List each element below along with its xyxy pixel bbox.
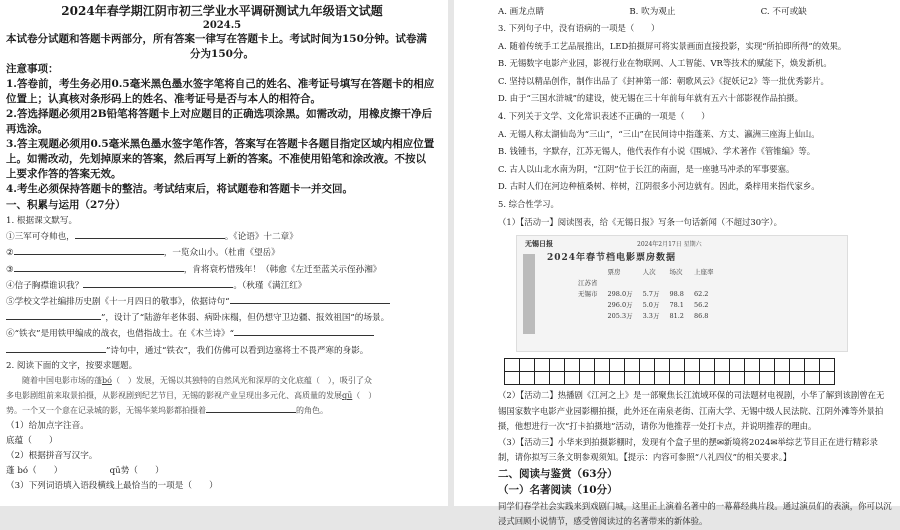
grid-cell[interactable] — [729, 358, 745, 372]
option-b[interactable]: B. 吹为观止 — [629, 7, 676, 17]
figure-edge — [523, 254, 535, 334]
options-row — [498, 4, 892, 20]
notice-line: 3.答主观题必须用0.5毫米黑色墨水签字笔作答，答案写在答题卡各题目指定区域内相应位置 — [6, 138, 435, 150]
question-5-2: （2）【活动二】热播剧《江河之上》是一部聚焦长江流域环保的司法题材电视剧，小华了解到该剧曾在无锡国家数字电影产业园影棚拍摄，此外还在南泉老街、江南大学、无锡中级人民法院、江阴外滩等外景拍摄，他想进行一次“打卡拍摄地”活动，请你为他推荐一处打卡点，并说明推荐的理由。 — [498, 390, 885, 432]
option-c[interactable]: C. 不可或缺 — [760, 7, 807, 17]
notice-line: 上要求作答的答案无效。 — [6, 168, 122, 180]
newspaper-figure — [516, 235, 848, 352]
table-row: 296.0万 5.0万 78.1 56.2 — [607, 300, 709, 310]
answer-blank[interactable] — [230, 294, 390, 304]
question-5: 5. 综合性学习。 — [498, 198, 559, 209]
question-5-3: （3）【活动三】小华来到拍摄影棚时，发现有个盒子里的摆✉新境将2024✉举综艺节目正在进行精彩录制，请你拟写三条文明参观须知。【提示：内容可参照“八礼四仪”的相关要求。】 — [498, 436, 878, 463]
exam-title: 2024年春学期江阴市初三学业水平调研测试九年级语文试题 — [61, 4, 383, 18]
q3-option-c[interactable]: C. 坚持以精品创作，制作出品了《封神第一部：朝歌风云》《捉妖记2》等一批优秀影片。 — [498, 75, 829, 86]
q3-option-d[interactable]: D. 由于“三国水浒城”的建设，使无锡在三十年前每年就有五六十部影视作品拍摄。 — [498, 93, 804, 104]
option-a[interactable]: A. 画龙点睛 — [498, 7, 545, 17]
grid-cell[interactable] — [639, 371, 655, 385]
right-page — [454, 0, 900, 527]
section-2-heading: 二、阅读与鉴赏（63分） — [498, 467, 618, 480]
grid-cell[interactable] — [699, 371, 715, 385]
question-2-3: （3）下列词语填入语段横线上最恰当的一项是（ ） — [6, 481, 218, 492]
passage-line-1: 随着中国电影市场的蓬bó（ ）发展，无锡以其独特的自然风光和深厚的文化底蕴（ ），吸引了众 — [6, 376, 372, 386]
question-4: 4. 下列关于文学、文化常识表述不正确的一项是（ ） — [498, 110, 710, 121]
poem-blank-4: ④信子胸襟谁识我？ 。（秋瑾《满江红》 — [6, 278, 438, 294]
grid-cell[interactable] — [519, 371, 535, 385]
figure-table: 票房 人次 场次 上座率 江苏省 无锡市 298.0万 5.7万 98.8 62.2 296.0万 5.0万 78.1 56.2 205.3万 3.3万 81.2 86.8 — [573, 266, 718, 321]
grid-cell[interactable] — [714, 358, 730, 372]
poem-blank-5a: ⑤学校文学社编排历史剧《十一月四日的敬事》，依据诗句“ — [6, 294, 438, 310]
grid-cell[interactable] — [654, 371, 670, 385]
question-2: 2. 阅读下面的文字，按要求题题。 — [6, 360, 138, 371]
grid-cell[interactable] — [714, 371, 730, 385]
passage-line-2: 多电影剧组前来取景拍摄，从影视剧到纪艺节目，无锡的影视产业呈现出多元化、高质量的发展qū（ ） — [6, 390, 377, 400]
grid-cell[interactable] — [789, 371, 805, 385]
question-2-1-word: 底蕴（ ） — [6, 435, 58, 446]
poem-blank-1: ①三军可夺帅也， 。《论语》十二章》 — [6, 229, 438, 245]
writing-grid[interactable] — [504, 358, 834, 384]
notice-line: 位置上；认真核对条形码上的姓名、准考证号是否与本人的相符合。 — [6, 93, 321, 105]
section-2-subheading: （一）名著阅读（10分） — [498, 483, 618, 496]
poem-blank-3: ③ ，肯将衰朽惜残年！（韩愈《左迁至蓝关示侄孙湘》 — [6, 262, 438, 278]
answer-blank[interactable] — [83, 278, 233, 288]
q4-option-a[interactable]: A. 无锡人称太湖仙岛为“三山”，“三山”在民间诗中指蓬莱、方丈、瀛洲三座海上仙山。 — [498, 128, 820, 139]
notice-line: 再选涂。 — [6, 123, 48, 135]
passage-line-3: 势。一个又一个意在记录城的影，无锡华莱坞影都拍摄着 的角色。 — [6, 403, 438, 419]
grid-cell[interactable] — [819, 371, 835, 385]
table-row: 江苏省 — [578, 279, 598, 288]
grid-cell[interactable] — [639, 358, 655, 372]
answer-blank[interactable] — [206, 403, 296, 413]
grid-cell[interactable] — [519, 358, 535, 372]
grid-cell[interactable] — [774, 371, 790, 385]
question-2-2-words: 蓬 bó（ ） qū势（ ） — [6, 466, 164, 477]
grid-cell[interactable] — [804, 358, 820, 372]
question-1: 1. 根据课文默写。 — [6, 216, 78, 226]
grid-cell[interactable] — [684, 371, 700, 385]
grid-cell[interactable] — [534, 371, 550, 385]
grid-cell[interactable] — [594, 358, 610, 372]
section-1-heading: 一、积累与运用（27分） — [6, 199, 126, 211]
grid-cell[interactable] — [654, 358, 670, 372]
grid-cell[interactable] — [684, 358, 700, 372]
q3-option-b[interactable]: B. 无锡数字电影产业园，影视行业在物联网、人工智能、VR等技术的赋能下，焕发新机。 — [498, 58, 832, 69]
intro-line-1: 本试卷分试题和答题卡两部分，所有答案一律写在答题卡上。考试时间为150分钟。试卷满 — [6, 33, 427, 45]
reading-intro: 同学们春学社会实践来到戏剧门城，这里正上演着名著中的一幕幕经典片段。通过演员们的表演，你可以沉浸式回顾小说情节，感受曾阅读过的名著带来的新体验。 — [498, 500, 892, 527]
grid-cell[interactable] — [804, 371, 820, 385]
grid-cell[interactable] — [744, 358, 760, 372]
figure-header-date: 2024年2月17日 星期六 — [637, 241, 702, 249]
notice-line: 1.答卷前，考生务必用0.5毫米黑色墨水签字笔将自己的姓名、准考证号填写在答题卡的相应 — [6, 78, 435, 90]
answer-blank[interactable] — [14, 245, 164, 255]
grid-cell[interactable] — [744, 371, 760, 385]
grid-cell[interactable] — [564, 371, 580, 385]
intro-line-2: 分为150分。 — [190, 48, 254, 60]
grid-cell[interactable] — [819, 358, 835, 372]
grid-cell[interactable] — [759, 358, 775, 372]
grid-cell[interactable] — [549, 358, 565, 372]
poem-blank-5b: ”，设计了“陆游年老体弱、病卧床榻，但仍想守卫边疆、报效祖国”的场景。 — [6, 310, 438, 326]
table-row: 205.3万 3.3万 81.2 86.8 — [607, 311, 709, 321]
q4-option-d[interactable]: D. 古时人们在河边种植桑树、梓树，江阴很多小河边就有。因此，桑梓用来指代家乡。 — [498, 181, 820, 192]
grid-cell[interactable] — [789, 358, 805, 372]
poem-blank-6b: ”诗句中，通过“铁衣”，我们仿佛可以看到边塞将士不畏严寒的身影。 — [6, 343, 438, 359]
q4-option-c[interactable]: C. 古人以山北水南为阴，“江阴”位于长江的南面，是一座驰马冲杀的军事要塞。 — [498, 163, 795, 174]
grid-cell[interactable] — [609, 358, 625, 372]
answer-blank[interactable] — [14, 262, 184, 272]
grid-cell[interactable] — [774, 358, 790, 372]
grid-cell[interactable] — [759, 371, 775, 385]
q3-option-a[interactable]: A. 随着传统手工艺品展推出，LED拍摄屏可将实景画面直接投影，实现“所拍即所得”的效果。 — [498, 40, 847, 51]
grid-cell[interactable] — [669, 358, 685, 372]
notice-title: 注意事项： — [6, 63, 59, 75]
grid-cell[interactable] — [669, 371, 685, 385]
grid-cell[interactable] — [549, 371, 565, 385]
grid-cell[interactable] — [504, 371, 520, 385]
question-5-1: （1）【活动一】阅读图表，给《无锡日报》写条一句话新闻（不超过30字）。 — [498, 216, 782, 227]
answer-blank[interactable] — [6, 310, 101, 320]
grid-cell[interactable] — [504, 358, 520, 372]
poem-blank-2: ② ，一览众山小。（杜甫《望岳》 — [6, 245, 438, 261]
notice-line: 上。如需改动，先划掉原来的答案，然后再写上新的答案。不准使用铅笔和涂改液。不按以 — [6, 153, 426, 165]
grid-cell[interactable] — [579, 371, 595, 385]
grid-cell[interactable] — [609, 371, 625, 385]
q4-option-b[interactable]: B. 钱锺书，字默存，江苏无锡人，他代表作有小说《围城》、学术著作《管锥编》等。 — [498, 146, 816, 157]
notice-line: 2.答选择题必须用2B铅笔将答题卡上对应题目的正确选项涂黑。如需改动，用橡皮擦干净后 — [6, 108, 433, 120]
answer-blank[interactable] — [75, 229, 225, 239]
left-page — [0, 0, 448, 506]
figure-banner: 2024年春节档电影票房数据 — [547, 253, 677, 264]
question-3: 3. 下列句子中，没有语病的一项是（ ） — [498, 23, 660, 33]
poem-blank-6a: ⑥“铁衣”是用铁甲编成的战衣，也借指战士。在《木兰诗》“ — [6, 326, 438, 342]
grid-cell[interactable] — [729, 371, 745, 385]
grid-cell[interactable] — [699, 358, 715, 372]
question-2-1: （1）给加点字注音。 — [6, 420, 89, 431]
question-2-2: （2）根据拼音写汉字。 — [6, 450, 98, 461]
notice-line: 4.考生必须保持答题卡的整洁。考试结束后，将试题卷和答题卡一并交回。 — [6, 183, 353, 195]
table-row: 无锡市 298.0万 5.7万 98.8 62.2 — [578, 289, 709, 299]
exam-date: 2024.5 — [202, 20, 242, 31]
figure-header: 无锡日报 — [525, 239, 553, 249]
grid-cell[interactable] — [579, 358, 595, 372]
answer-blank[interactable] — [234, 326, 374, 336]
grid-cell[interactable] — [564, 358, 580, 372]
grid-cell[interactable] — [534, 358, 550, 372]
answer-blank[interactable] — [6, 343, 106, 353]
grid-cell[interactable] — [624, 371, 640, 385]
grid-cell[interactable] — [624, 358, 640, 372]
grid-cell[interactable] — [594, 371, 610, 385]
